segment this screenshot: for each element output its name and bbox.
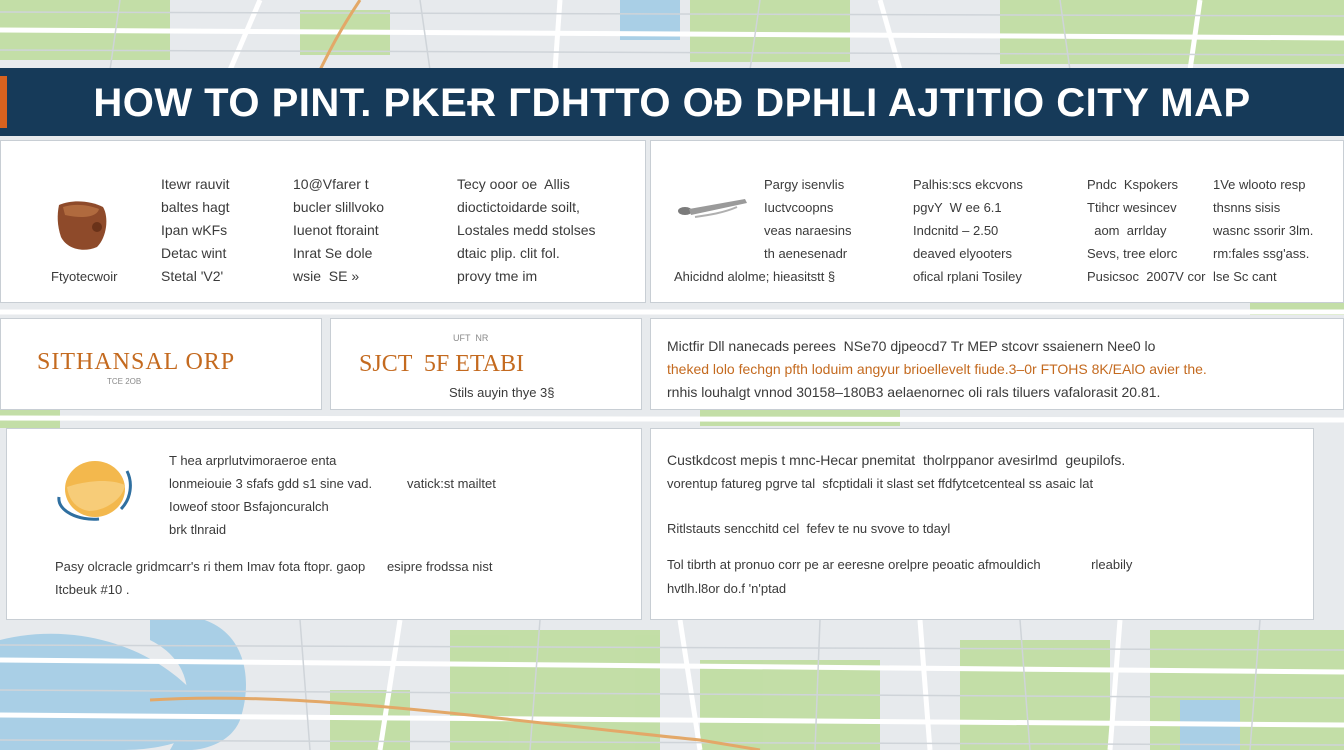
text-line: rm:fales ssg'ass.	[1213, 246, 1310, 261]
caption: Ftyotecwoir	[51, 269, 118, 284]
text-line: Detac wint	[161, 245, 227, 261]
brand-panel	[0, 318, 322, 410]
text-line: Pndc Kspokers	[1087, 177, 1179, 192]
text-line: Tecy ooor oe Allis	[457, 176, 570, 192]
text-line: Stetal 'V2'	[161, 268, 224, 284]
text-line: theked lolo fechgn pfth loduim angyur brioellevelt fiude.3–0r FTOHS 8K/EAlO avier the.	[667, 361, 1207, 377]
text-line: rnhis louhalgt vnnod 30158–180B3 aelaenornec oli rals tiluers vafalorasit 20.81.	[667, 384, 1161, 400]
text-line: provy tme im	[457, 268, 538, 284]
page-title: HOW TO PINT. PKEɌ ГDHTTO OĐ DPHLI AJTITIO CITY MAP	[93, 81, 1251, 125]
text-line: lonmeiouie 3 sfafs gdd s1 sine vad.	[169, 476, 373, 491]
text-line: aom arrlday	[1087, 223, 1167, 238]
text-line: thsnns sisis	[1213, 200, 1281, 215]
text-line: Lostales medd stolses	[457, 222, 596, 238]
text-line: dioctictoidarde soilt,	[457, 199, 580, 215]
text-line: Tol tibrth at pronuo corr pe ar eeresne orelpre peoatic afmouldich rleabily	[667, 557, 1133, 572]
text-line: pgvY W ee 6.1	[913, 200, 1002, 215]
orange-globe-icon	[49, 457, 137, 525]
text-line: baltes hagt	[161, 199, 230, 215]
label-subtitle: Stils auyin thye 3§	[449, 385, 555, 400]
text-line: Iuctvcoopns	[764, 200, 834, 215]
text-line: Ipan wKFs	[161, 222, 228, 238]
text-line: Itcbeuk #10 .	[55, 582, 130, 597]
text-line: Pargy isenvlis	[764, 177, 845, 192]
info-panel-top-right	[650, 140, 1344, 303]
brand-logo-text: SITHANSAL ORP	[37, 349, 236, 375]
leather-pouch-icon	[53, 197, 113, 253]
text-line: hvtlh.l8or do.f 'n'ptad	[667, 581, 787, 596]
brand-subtext: TCE 2OB	[107, 377, 142, 386]
text-line: vatick:st mailtet	[407, 476, 496, 491]
text-line: Pasy olcracle gridmcarr's ri them Imav fota ftopr. gaop esipre frodssa nist	[55, 559, 493, 574]
text-line: Iuenot ftoraint	[293, 222, 379, 238]
text-line: Palhis:scs ekcvons	[913, 177, 1023, 192]
title-banner	[0, 68, 1344, 136]
info-panel-top-left	[0, 140, 646, 303]
text-line: Pusicsoc 2007V cor	[1087, 269, 1206, 284]
info-panel-bottom-right	[650, 428, 1314, 620]
text-line: wsie SE »	[293, 268, 360, 284]
notes-panel	[650, 318, 1344, 410]
text-line: 10@Vfarer t	[293, 176, 369, 192]
text-line: brk tlnraid	[169, 522, 227, 537]
text-line: vorentup fatureg pgrve tal sfcptidali it slast set ffdfytcetcenteal ss asaic lat	[667, 476, 1094, 491]
text-line: Sevs, tree elorc	[1087, 246, 1178, 261]
text-line: 1Ve wlooto resp	[1213, 177, 1306, 192]
text-line: wasnc ssorir 3lm.	[1213, 223, 1314, 238]
info-panel-bottom-left	[6, 428, 642, 620]
label-small: UFT NR	[453, 333, 489, 343]
text-line: bucler slillvoko	[293, 199, 385, 215]
text-line: ofical rplani Tosiley	[913, 269, 1022, 284]
label-title: SJCT 5F ETABI	[359, 351, 524, 377]
text-line: Indcnitd – 2.50	[913, 223, 999, 238]
text-line: T hea arprlutvimoraeroe enta	[169, 453, 337, 468]
text-line: Custkdcost mepis t mnc-Hecar pnemitat tholrppanor avesirlmd geupilofs.	[667, 452, 1126, 468]
text-line: th aenesenadr	[764, 246, 848, 261]
text-line: Inrat Se dole	[293, 245, 373, 261]
text-line: lse Sc cant	[1213, 269, 1277, 284]
text-line: veas naraesins	[764, 223, 852, 238]
label-panel	[330, 318, 642, 410]
text-line: Mictfir Dll nanecads perees NSe70 djpeocd7 Tr MEP stcovr ssaienern Nee0 lo	[667, 338, 1156, 354]
text-line: Ahicidnd alolme; hieasitstt §	[674, 269, 836, 284]
text-line: Itewr rauvit	[161, 176, 230, 192]
pen-icon	[675, 195, 751, 225]
text-line: Ttihcr wesincev	[1087, 200, 1177, 215]
text-line: dtaic plip. clit fol.	[457, 245, 560, 261]
text-line: deaved elyooters	[913, 246, 1013, 261]
text-line: Ioweof stoor Bsfajoncuralch	[169, 499, 329, 514]
text-line: Ritlstauts sencchitd cel fefev te nu svove to tdayl	[667, 521, 951, 536]
